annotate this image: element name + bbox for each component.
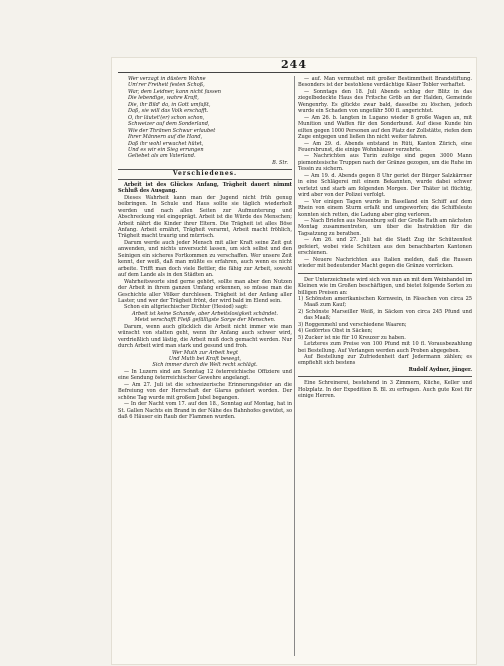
poem-line: Daß, sie will das Volk erschafft. <box>128 108 209 115</box>
quote-line: Und Muth bei Kraft bewegt, <box>168 356 242 363</box>
news-item: — In der Nacht vom 17. auf den 18., Sonntag auf Montag, hat in St. Gallen Nachts ein Brand in der Nähe des Bahnhofes gewütet, so daß 6 Häuser ein Raub der Flammen wurden. <box>118 401 292 421</box>
poem-line: Wie der Thränen Schwur erlaubet <box>128 127 216 134</box>
news-item: — Nachrichten aus Turin zufolge sind gegen 3000 Mann piemontesische Truppen nach der Gränze gezogen, um die Ruhe im Tessin zu sichern. <box>298 153 472 173</box>
poem-line: War, dem Leidner, kann nicht fassen <box>128 88 221 95</box>
newspaper-page <box>112 58 476 664</box>
poem-line: Daß ihr wohl erwachet hütet, <box>128 140 204 147</box>
poem-line: Geliebet als am Vaterland. <box>128 153 196 160</box>
notice-separator <box>298 273 472 274</box>
poem <box>118 76 292 166</box>
article-headline: Arbeit ist des Glückes Anfang, Trägheit dauert nimmt Schluß des Ausgang. <box>118 181 292 195</box>
news-item: — auf. Man vermuthet mit großer Bestimmtheit Brandstiftung. Besonders ist der bestohlene verdächtige Käser Tobler verhaftet. <box>298 76 472 89</box>
notice-item: 3) Roggenmehl und verschiedene Waaren; <box>298 321 407 328</box>
news-item: — Am 19. d. Abends gegen 8 Uhr geriet der Bürger Salzkärrner in eine Schlägerei mit einem Bekannten, wurde dabei schwer verletzt und starb am folgenden Morgen. Der Thäter ist flüchtig, wird aber von der Polizei verfolgt. <box>298 172 472 199</box>
poem-signature: B. Str. <box>272 159 288 166</box>
poem-line: Die lebendige, wahre Kraft, <box>128 95 199 102</box>
news-item: — Am 26. und 27. Juli hat die Stadt Zug ihr Schützenfest gefeiert, wobei viele Schützen aus den benachbarten Kantonen erschienen. <box>298 237 472 257</box>
signature-note: Auf Bestellung zur Zufriedenheit darf Jedermann zählen; es empfiehlt sich bestens <box>298 354 472 367</box>
quote-line: Meist verschafft Fleiß gefälligste Sorge der Menschen. <box>134 317 276 324</box>
poem-line: Ihrer Männern auf die Hand, <box>128 134 203 141</box>
article-paragraph: Wahrheitsworte sind gerne gehört, sollte man aber den Nutzen der Arbeit in ihrem ganzen Umfang erkennen, so müsse man die Geschichte aller Völker durchlesen. Trägheit ist der Anfang aller Laster, und wer der Trägheit frönt, der wird bald im Elend sein. <box>118 278 292 304</box>
notice-item: 1) Schönsten amerikanischen Kornwein, in Fässchen von circa 25 Maaß zum Kauf; <box>298 295 472 309</box>
section-title: Verschiedenes. <box>118 169 292 179</box>
poem-line: Und es wir ein Sieg errungen <box>128 146 204 153</box>
news-item: — Am 29. d. Abends entstand in Rüti, Kanton Zürich, eine Feuersbrunst, die einige Wohnhäuser verzehrte. <box>298 140 472 153</box>
news-item: — Neuere Nachrichten aus Italien melden, daß die Russen wieder mit bedeutender Macht gegen die Gränze vorrücken. <box>298 256 472 270</box>
news-item: — Am 26. b. langten in Lugano wieder 8 große Wagen an, mit Munition und Waffen für den Sonderbund. Auf diese Kunde hin eilten gegen 1000 Personen auf den Platz der Zollstätte, riefen dem Zuge entgegen und ließen ihn nicht weiter fahren. <box>298 114 472 141</box>
column-divider <box>294 76 295 656</box>
notice-intro: Der Unterzeichnete wird sich von nun an mit dem Weinhandel im Kleinen wie im Großen beschäftigen, und bietet folgende Sorten zu billigen Preisen an: <box>298 276 472 296</box>
quote-line: Wer Muth zur Arbeit hegt <box>171 349 239 356</box>
poem-line: O, ihr läutet'(er) schon schon, <box>128 114 205 121</box>
news-item: — Sonntags den 18. Juli Abends schlug der Blitz in das ziegelbedeckte Haus des Fritsche Gröb an der Halden, Gemeinde Wengenrhy. Es glückte zwar bald, dasselbe zu löschen, jedoch wurde ein Schaden von ungefähr 500 fl. angerichtet. <box>298 88 472 115</box>
poem-line: Die, ihr Bild' da, in Gott umfaßt, <box>128 101 211 108</box>
article-paragraph: Dieses Wahrheit kann man der Jugend nicht früh genug beibringen. In Schule und Haus sollte sie täglich wiederholt werden und nach allen Seiten zur Aufmunterung und Abschreckung viel eingeprägt. Arbeit ist die Würde des Menschen; Arbeit nährt die Kinder ihrer Eltern. Die Trägheit ist alles Böse Anfang. Arbeit ernährt, Trägheit verarmt, Arbeit macht fröhlich, Trägheit macht traurig und mürrisch. <box>118 194 292 240</box>
notice-item: 2) Schönste Marseiller Weiß, in Säcken von circa 245 Pfund und das Maaß; <box>298 308 472 322</box>
final-notice: Eine Schreinerei, bestehend in 3 Zimmern, Küche, Keller und Holzplatz. In der Expedition B. Bl. zu erfragen. Auch gute Kost für einige Herren. <box>298 380 472 400</box>
news-item: — Am 27. Juli ist die schweizerische Erinnerungsfeier an die Befreiung von der Herrschaft der Glarus gefeiert worden. Der schöne Tag wurde mit großem Jubel begangen. <box>118 381 292 401</box>
page-number: 244 <box>281 58 307 71</box>
poem-line: Um'rer Freiheit festen Schoß, <box>128 82 205 89</box>
article-paragraph: Darum, wenn auch glücklich die Arbeit nicht immer wie man wünscht von statten geht, wenn ihr Anfang auch schwer wird, verdrießlich und lästig, die Arbeit muß doch gemacht werden. Nur durch Arbeit wird man stark und gesund und froh. <box>118 323 292 350</box>
notice-signer: Rudolf Aydner, jünger. <box>408 366 472 373</box>
news-item: — In Luzern sind am Sonntag 12 österreichische Offiziere und eine Sendung österreichischer Gewehre angelangt. <box>118 368 292 382</box>
quote-line: Arbeit ist keine Schande, aber Arbeitslosigkeit schändet. <box>132 310 278 317</box>
article-paragraph: Schon ein altgriechischer Dichter (Hesiod) sagt: <box>124 304 248 311</box>
poem-line: Wer verzagt in düstern Wahne <box>128 76 206 82</box>
notice-tail: Letzteres zum Preise von 100 Pfund mit 10 fl. Vorausbezahlung bei Bestellung. Auf Verlangen werden auch Proben abgegeben. <box>298 341 472 354</box>
notice-separator <box>298 376 472 377</box>
article-paragraph: Darum werde auch jeder Mensch mit aller Kraft seine Zeit gut anwenden, und nichts unversucht lassen, um sich selbst und den Seinigen ein sicheres Fortkommen zu verschaffen. Wer unsere Zeit kennt, der weiß, daß man müßte es erfahren, auch wenn es nicht arbeite. Trifft man doch viele Bettler, die fähig zur Arbeit, sowohl auf dem Lande als in den Städten an. <box>118 239 292 279</box>
header-rule <box>118 72 470 73</box>
notice-item: 4) Gedörrtes Obst in Säcken; <box>298 328 373 335</box>
poem-line: Schweizer auf dem Sonderland, <box>128 121 210 128</box>
right-column <box>298 76 472 400</box>
news-item: — Vor einigen Tagen wurde in Baselland ein Schiff auf dem Rhein von einem Sturm erfaßt und umgeworfen; die Schiffsleute konnten sich retten, die Ladung aber ging verloren. <box>298 198 472 218</box>
quote-line: Sich immer durch die Welt recht schlägt. <box>152 362 258 369</box>
left-column <box>118 76 292 421</box>
news-item: — Nach Briefen aus Neuenburg soll der Große Rath am nächsten Montag zusammentreten, um über die Instruktion für die Tagsatzung zu berathen. <box>298 217 472 237</box>
notice-item: 5) Zucker ist nie für 10 Kreuzer zu haben. <box>298 334 406 341</box>
